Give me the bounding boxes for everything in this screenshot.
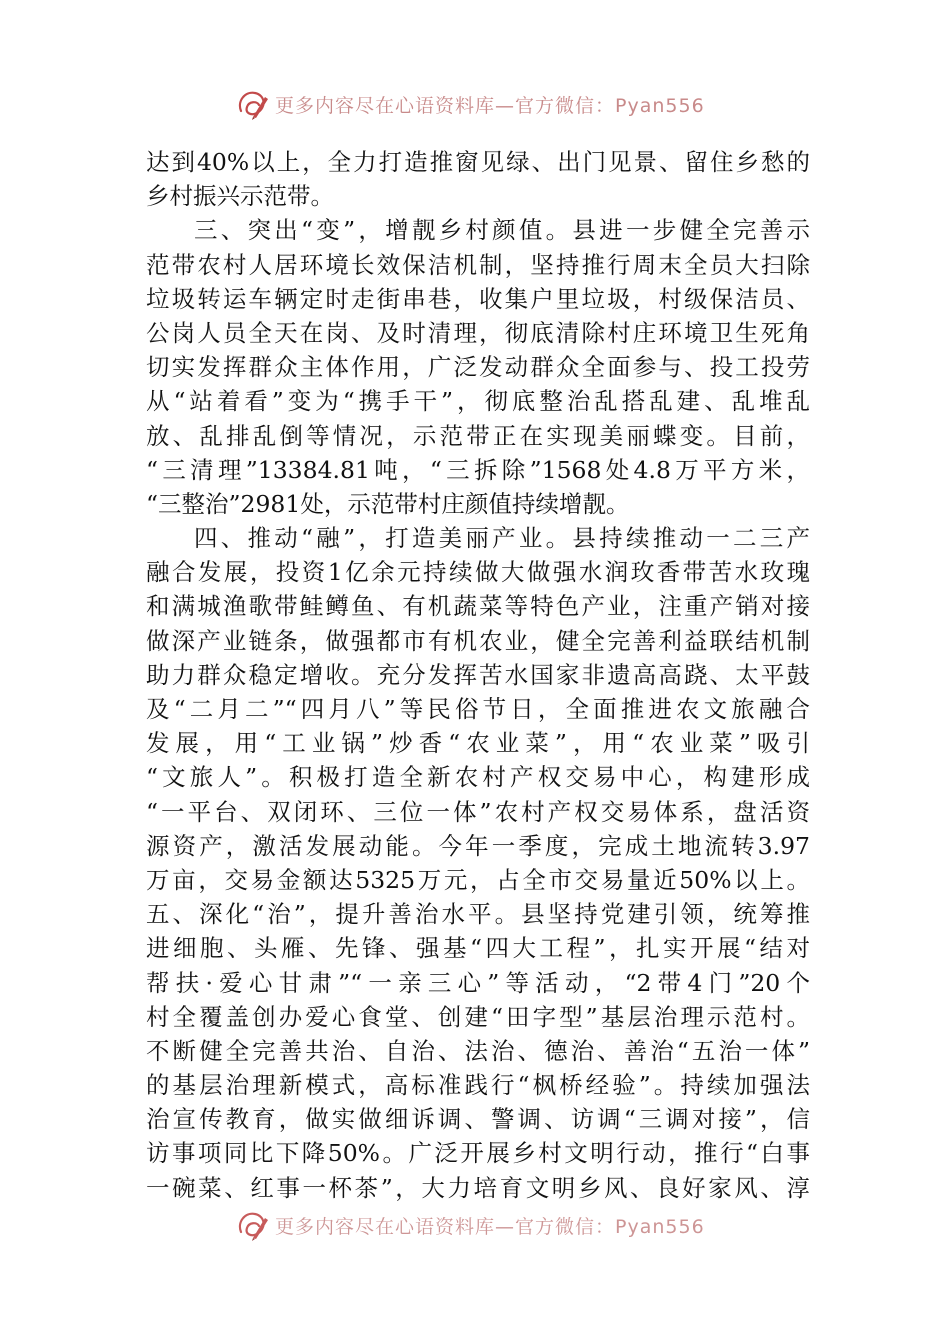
watermark-text: 更多内容尽在心语资料库—官方微信：Pyan556: [275, 94, 705, 117]
text-line: “一平台、双闭环、三位一体”农村产权交易体系，盘活资: [146, 797, 810, 826]
text-line: 村全覆盖创办爱心食堂、创建“田字型”基层治理示范村。: [146, 1002, 810, 1031]
text-line: 治宣传教育，做实做细诉调、警调、访调“三调对接”，信: [146, 1105, 810, 1134]
text-line: “三整治”2981处，示范带村庄颜值持续增靓。: [146, 489, 630, 518]
text-line: 进细胞、头雁、先锋、强基“四大工程”，扎实开展“结对: [146, 934, 810, 963]
text-line: 源资产，激活发展动能。今年一季度，完成土地流转3.97: [146, 831, 810, 860]
pen-swirl-logo-icon: [235, 1208, 271, 1242]
watermark-text: 更多内容尽在心语资料库—官方微信：Pyan556: [275, 1215, 705, 1238]
text-line: 万亩，交易金额达5325万元，占全市交易量近50%以上。: [146, 865, 810, 894]
text-line: 范带农村人居环境长效保洁机制，坚持推行周末全员大扫除: [146, 250, 810, 279]
text-line: 达到40%以上，全力打造推窗见绿、出门见景、留住乡愁的: [146, 148, 810, 176]
text-line: 四、推动“融”，打造美丽产业。县持续推动一二三产: [194, 524, 810, 553]
pen-swirl-logo-icon: [235, 87, 271, 121]
text-line: 五、深化“治”，提升善治水平。县坚持党建引领，统筹推: [146, 900, 810, 929]
text-line: 垃圾转运车辆定时走街串巷，收集户里垃圾，村级保洁员、: [146, 284, 810, 313]
text-line: 的基层治理新模式，高标准践行“枫桥经验”。持续加强法: [146, 1071, 810, 1100]
text-line: 及“二月二”“四月八”等民俗节日，全面推进农文旅融合: [146, 695, 810, 723]
text-line: 三、突出“变”，增靓乡村颜值。县进一步健全完善示: [194, 216, 810, 245]
text-line: 不断健全完善共治、自治、法治、德治、善治“五治一体”: [146, 1036, 810, 1065]
text-line: 一碗菜、红事一杯茶”，大力培育文明乡风、良好家风、淳: [146, 1173, 810, 1202]
text-line: 乡村振兴示范带。: [146, 182, 334, 211]
text-line: 切实发挥群众主体作用，广泛发动群众全面参与、投工投劳: [146, 353, 810, 382]
text-line: 公岗人员全天在岗、及时清理，彻底清除村庄环境卫生死角: [146, 318, 810, 347]
text-line: 放、乱排乱倒等情况，示范带正在实现美丽蝶变。目前，: [146, 421, 810, 450]
text-line: “文旅人”。积极打造全新农村产权交易中心，构建形成: [146, 763, 810, 792]
header-watermark: [235, 87, 705, 121]
text-line: “三清理”13384.81吨，“三拆除”1568处4.8万平方米，: [146, 455, 810, 484]
footer-watermark: [235, 1208, 705, 1242]
text-line: 融合发展，投资1亿余元持续做大做强水润玫香带苦水玫瑰: [146, 558, 810, 587]
text-line: 从“站着看”变为“携手干”，彻底整治乱搭乱建、乱堆乱: [146, 387, 810, 416]
text-line: 发展，用“工业锅”炒香“农业菜”，用“农业菜”吸引: [146, 729, 810, 758]
text-line: 做深产业链条，做强都市有机农业，健全完善利益联结机制: [146, 626, 810, 655]
text-line: 访事项同比下降50%。广泛开展乡村文明行动，推行“白事: [146, 1139, 810, 1168]
text-line: 帮扶·爱心甘肃”“一亲三心”等活动，“2带4门”20个: [146, 968, 810, 997]
text-line: 和满城渔歌带鲑鳟鱼、有机蔬菜等特色产业，注重产销对接: [146, 592, 810, 621]
document-body: [146, 145, 810, 1205]
text-line: 助力群众稳定增收。充分发挥苦水国家非遗高高跷、太平鼓: [146, 660, 810, 689]
